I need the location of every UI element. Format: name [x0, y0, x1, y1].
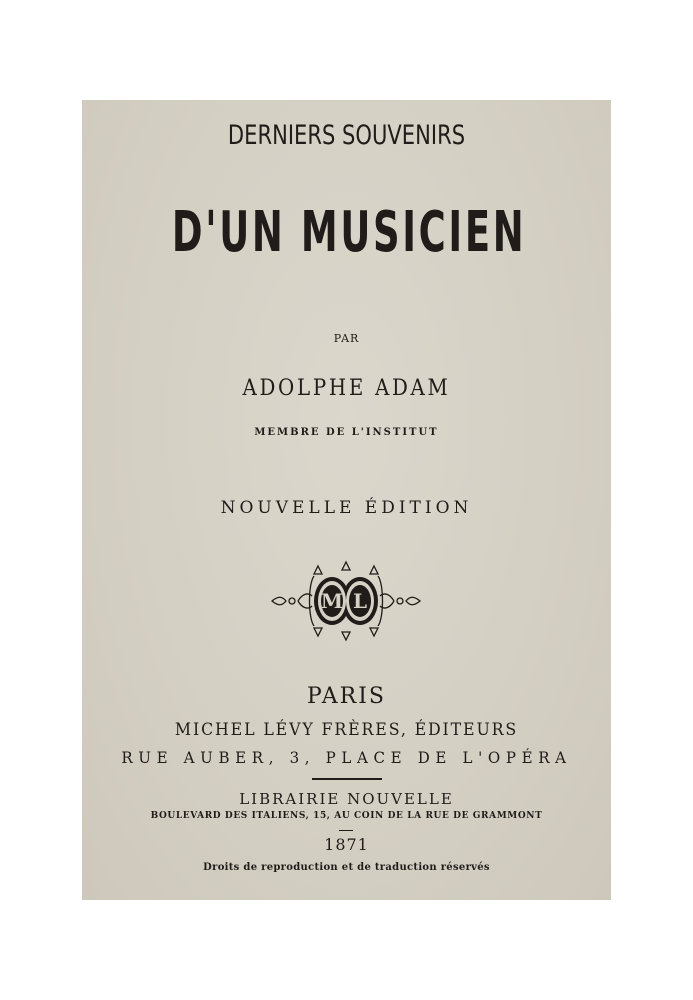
bookshop-name: LIBRAIRIE NOUVELLE: [239, 790, 454, 808]
edition-label: NOUVELLE ÉDITION: [220, 498, 473, 518]
publication-year: 1871: [324, 835, 369, 854]
main-title: D'UN MUSICIEN: [171, 200, 527, 265]
bookshop-address: BOULEVARD DES ITALIENS, 15, AU COIN DE LA RUE DE GRAMMONT: [150, 811, 543, 821]
author-name: ADOLPHE ADAM: [242, 376, 451, 401]
imprint-city: PARIS: [307, 684, 386, 709]
divider-rule: [312, 778, 382, 780]
series-title: DERNIERS SOUVENIRS: [227, 120, 466, 151]
rights-notice: Droits de reproduction et de traduction réservés: [203, 862, 490, 873]
svg-text:M: M: [320, 589, 344, 613]
by-label: PAR: [333, 332, 360, 345]
publisher-address: RUE AUBER, 3, PLACE DE L'OPÉRA: [121, 748, 572, 767]
divider-rule-small: [339, 830, 353, 831]
publisher-emblem-icon: [268, 560, 424, 642]
author-title: MEMBRE DE L'INSTITUT: [254, 427, 439, 438]
title-page: [82, 100, 611, 900]
svg-text:L: L: [352, 589, 368, 613]
publisher-name: MICHEL LÉVY FRÈRES, ÉDITEURS: [174, 720, 519, 740]
